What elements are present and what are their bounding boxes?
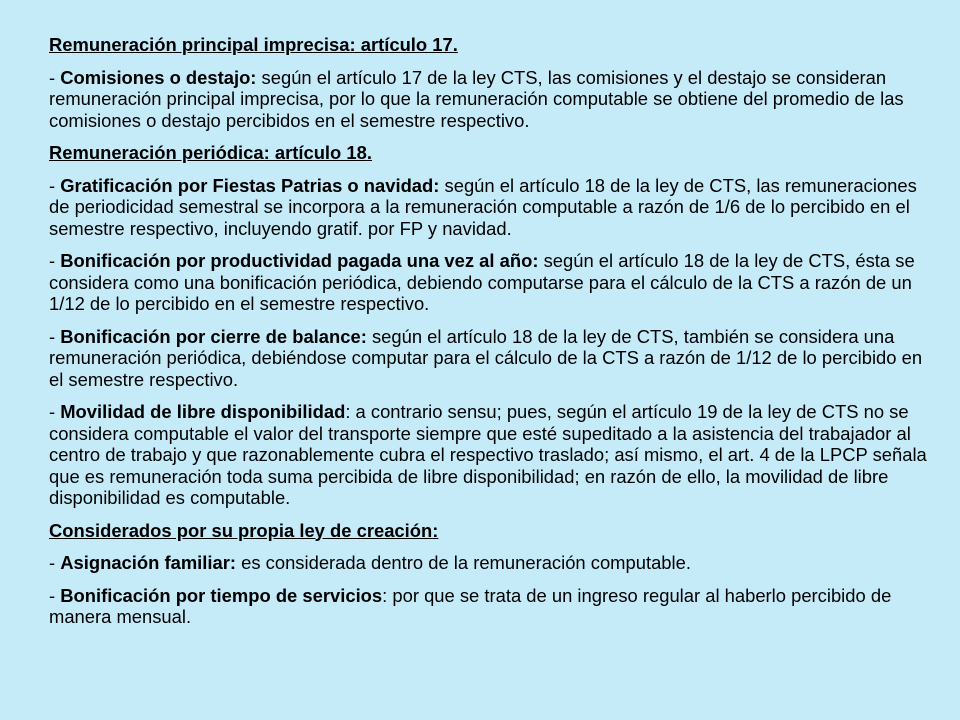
heading-suffix: : bbox=[432, 519, 439, 541]
item-lead: Bonificación por cierre de balance: bbox=[60, 325, 367, 347]
item-lead: Bonificación por productividad pagada una vez al año: bbox=[60, 250, 539, 271]
item-text: : por que se trata de un ingreso regular al haberlo percibido de manera mensual. bbox=[49, 584, 892, 627]
item-text: según el artículo 18 de la ley de CTS, ésta se considera como una bonificación periódica, debiendo computarse para el cálculo de la CTS a razón de un 1/12 de lo percibido en el semestre respectivo. bbox=[49, 250, 915, 314]
item-lead: Movilidad de libre disponibilidad bbox=[60, 401, 346, 422]
heading-text: Remuneración principal imprecisa: artículo 17. bbox=[49, 34, 458, 55]
item-bonificacion-tiempo-servicios: - Bonificación por tiempo de servicios: por que se trata de un ingreso regular al haberlo percibido de manera mensual. bbox=[49, 584, 892, 627]
slide-content bbox=[49, 34, 934, 628]
item-lead: Gratificación por Fiestas Patrias o navidad: bbox=[60, 174, 440, 196]
item-text: según el artículo 18 de la ley de CTS, las remuneraciones de periodicidad semestral se incorpora a la remuneración computable a razón de 1/6 de lo percibido en el semestre respectivo, incluyendo gratif. por FP y navidad. bbox=[49, 174, 917, 239]
item-comisiones-destajo: - Comisiones o destajo: según el artículo 17 de la ley CTS, las comisiones y el destajo se consideran remuneración principal imprecisa, por lo que la remuneración computable se obtiene del promedio de las comisiones o destajo percibidos en el semestre respectivo. bbox=[49, 66, 904, 131]
item-text: : a contrario sensu; pues, según el artículo 19 de la ley de CTS no se considera computable el valor del transporte siempre que esté supeditado a la asistencia del trabajador al centro de trabajo y que razonablemente cubra el respectivo traslado; así mismo, el art. 4 de la LPCP señala que es remuneración toda suma percibida de libre disponibilidad; en razón de ello, la movilidad de libre disponibilidad es computable. bbox=[49, 401, 927, 508]
item-bonificacion-productividad: - Bonificación por productividad pagada una vez al año: según el artículo 18 de la ley de CTS, ésta se considera como una bonificación periódica, debiendo computarse para el cálculo de la CTS a razón de un 1/12 de lo percibido en el semestre respectivo. bbox=[49, 250, 915, 314]
item-movilidad: - Movilidad de libre disponibilidad: a contrario sensu; pues, según el artículo 19 de la ley de CTS no se considera computable el valor del transporte siempre que esté supeditado a la asistencia del trabajador al centro de trabajo y que razonablemente cubra el respectivo traslado; así mismo, el art. 4 de la LPCP señala que es remuneración toda suma percibida de libre disponibilidad; en razón de ello, la movilidad de libre disponibilidad es computable. bbox=[49, 401, 927, 508]
heading-text: Considerados por su propia ley de creación bbox=[49, 519, 433, 541]
section-heading-ley-creacion bbox=[49, 520, 934, 542]
item-gratificacion: - Gratificación por Fiestas Patrias o navidad: según el artículo 18 de la ley de CTS, las remuneraciones de periodicidad semestral se incorpora a la remuneración computable a razón de 1/6 de lo percibido en el semestre respectivo, incluyendo gratif. por FP y navidad. bbox=[49, 174, 917, 239]
item-text: según el artículo 18 de la ley de CTS, también se considera una remuneración periódica, debiéndose computar para el cálculo de la CTS a razón de 1/12 de lo percibido en el semestre respectivo. bbox=[49, 325, 923, 390]
item-asignacion-familiar: - Asignación familiar: es considerada dentro de la remuneración computable. bbox=[49, 552, 691, 573]
item-text: es considerada dentro de la remuneración computable. bbox=[236, 552, 691, 573]
item-text: según el artículo 17 de la ley CTS, las comisiones y el destajo se consideran remuneración principal imprecisa, por lo que la remuneración computable se obtiene del promedio de las comisiones o destajo percibidos en el semestre respectivo. bbox=[49, 66, 904, 131]
section-heading-periodica bbox=[49, 142, 934, 164]
item-bonificacion-cierre-balance: - Bonificación por cierre de balance: según el artículo 18 de la ley de CTS, también se considera una remuneración periódica, debiéndose computar para el cálculo de la CTS a razón de 1/12 de lo percibido en el semestre respectivo. bbox=[49, 325, 923, 390]
heading-suffix: . bbox=[366, 142, 372, 163]
heading-text: Remuneración periódica: artículo 18 bbox=[49, 142, 367, 163]
item-lead: Comisiones o destajo: bbox=[60, 66, 257, 88]
item-lead: Asignación familiar: bbox=[60, 552, 237, 573]
item-lead: Bonificación por tiempo de servicios bbox=[60, 584, 383, 606]
section-heading-principal-imprecisa bbox=[49, 34, 934, 56]
